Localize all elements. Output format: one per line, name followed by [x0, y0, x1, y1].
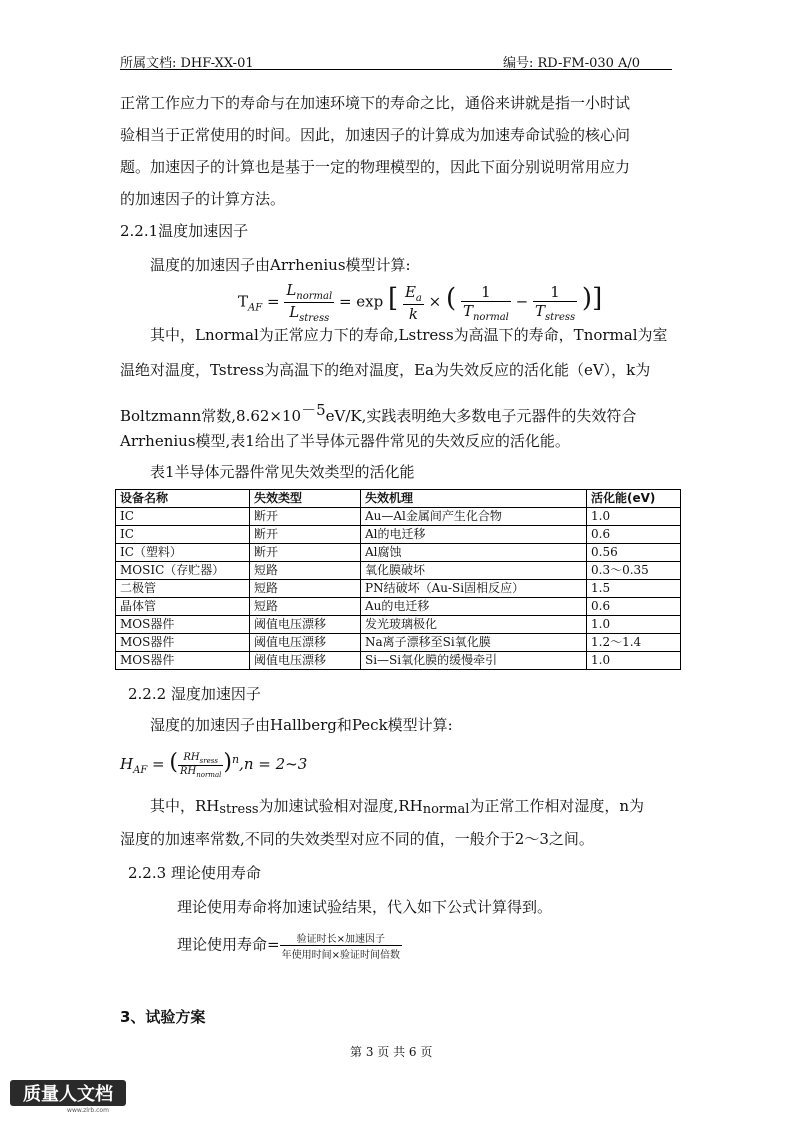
- table-row: [116, 580, 681, 598]
- para2-line3: Boltzmann常数$,8.62\times 10^{-5}eV/K$,实践表明绝大多数电子元器件的失效符合: [120, 401, 637, 425]
- para1-line4: 的加速因子的计算方法。: [120, 190, 286, 208]
- table-row: [116, 544, 681, 562]
- para3-line1: 其中，$RH_{stress}$为加速试验相对湿度$,RH_{normal}$为正常工作相对湿度，n为: [150, 797, 645, 817]
- table-cell: 阈值电压漂移: [250, 652, 361, 670]
- col-header-mechanism: 失效机理: [361, 490, 587, 508]
- table-cell: Si—Si氧化膜的缓慢牵引: [361, 652, 587, 670]
- table-cell: 发光玻璃极化: [361, 616, 587, 634]
- table-cell: 断开: [250, 544, 361, 562]
- table-cell: MOSIC（存贮器）: [116, 562, 250, 580]
- exponent: －5: [301, 401, 326, 419]
- table-cell: PN结破坏（Au-Si固相反应）: [361, 580, 587, 598]
- header-doc-label: 所属文档: DHF-XX-01: [120, 56, 254, 71]
- table-cell: 1.0: [587, 652, 681, 670]
- table-cell: 氧化膜破坏: [361, 562, 587, 580]
- table-row: [116, 562, 681, 580]
- col-header-activation-energy: 活化能(eV): [587, 490, 681, 508]
- table-cell: 0.56: [587, 544, 681, 562]
- table-cell: MOS器件: [116, 652, 250, 670]
- table-cell: 二极管: [116, 580, 250, 598]
- table-row: [116, 598, 681, 616]
- table-cell: 短路: [250, 580, 361, 598]
- table-cell: 短路: [250, 562, 361, 580]
- table-header-row: [116, 490, 681, 508]
- table-cell: Au—Al金属间产生化合物: [361, 508, 587, 526]
- table-row: [116, 526, 681, 544]
- arrhenius-formula: $T_{AF}$ = $\frac{L_{normal}}{L_{stress}}$ = exp [ $\frac{E_a}{k}$ × ( $\frac{1}{T_{normal}}$ − $\frac{1}{T_{stress}}$ )]: [238, 281, 603, 324]
- table-cell: IC（塑料）: [116, 544, 250, 562]
- table-cell: IC: [116, 526, 250, 544]
- table-cell: 1.0: [587, 616, 681, 634]
- table-cell: 断开: [250, 508, 361, 526]
- temperature-intro: 温度的加速因子由Arrhenius模型计算:: [150, 256, 411, 274]
- zlrb-logo: [8, 1074, 128, 1114]
- col-header-device: 设备名称: [116, 490, 250, 508]
- life-intro: 理论使用寿命将加速试验结果，代入如下公式计算得到。: [177, 898, 553, 916]
- section-2-2-1-heading: 2.2.1温度加速因子: [120, 222, 249, 240]
- table-cell: 晶体管: [116, 598, 250, 616]
- para1-line1: 正常工作应力下的寿命与在加速环境下的寿命之比，通俗来讲就是指一小时试: [120, 94, 631, 112]
- table-cell: 0.6: [587, 598, 681, 616]
- table-cell: 1.2～1.4: [587, 634, 681, 652]
- section-3-heading: 3、试验方案: [120, 1008, 206, 1026]
- table-cell: 阈值电压漂移: [250, 616, 361, 634]
- table-cell: MOS器件: [116, 616, 250, 634]
- activation-energy-table: [115, 489, 681, 670]
- header-rule: [120, 69, 672, 70]
- para1-line2: 验相当于正常使用的时间。因此，加速因子的计算成为加速寿命试验的核心问: [120, 126, 631, 144]
- table-cell: Au的电迁移: [361, 598, 587, 616]
- humidity-intro: 湿度的加速因子由Hallberg和Peck模型计算:: [150, 716, 453, 734]
- table-row: [116, 508, 681, 526]
- table-cell: 1.0: [587, 508, 681, 526]
- table-cell: MOS器件: [116, 634, 250, 652]
- table-cell: 1.5: [587, 580, 681, 598]
- theoretical-life-formula: 理论使用寿命= $\frac{\text{验证时长×加速因子}}{\text{年使用时间×验证时间倍数}}$: [177, 930, 402, 961]
- table-cell: Al腐蚀: [361, 544, 587, 562]
- table-row: [116, 634, 681, 652]
- logo-url: www.zlrb.com: [67, 1107, 109, 1114]
- peck-formula: $H_{AF}$ = ( $\frac{RH_{sress}}{RH_{normal}}$ )$^n$,n = 2~3: [120, 750, 308, 779]
- table-cell: 0.3～0.35: [587, 562, 681, 580]
- table-cell: Na离子漂移至Si氧化膜: [361, 634, 587, 652]
- table-cell: 阈值电压漂移: [250, 634, 361, 652]
- page-footer: 第 3 页 共 6 页: [350, 1045, 433, 1059]
- para2-line1: 其中，Lnormal为正常应力下的寿命,Lstress为高温下的寿命，Tnormal为室: [150, 326, 668, 344]
- para3-line2: 湿度的加速率常数,不同的失效类型对应不同的值，一般介于2～3之间。: [120, 830, 594, 848]
- table-cell: 短路: [250, 598, 361, 616]
- para2-line2: 温绝对温度，Tstress为高温下的绝对温度，Ea为失效反应的活化能（eV），k为: [120, 361, 651, 379]
- col-header-failure-type: 失效类型: [250, 490, 361, 508]
- table-cell: IC: [116, 508, 250, 526]
- section-2-2-2-heading: 2.2.2 湿度加速因子: [128, 685, 261, 703]
- logo-text: 质量人文档: [23, 1084, 113, 1105]
- table-cell: 0.6: [587, 526, 681, 544]
- table-cell: 断开: [250, 526, 361, 544]
- section-2-2-3-heading: 2.2.3 理论使用寿命: [128, 864, 261, 882]
- table-caption: 表1半导体元器件常见失效类型的活化能: [150, 463, 415, 481]
- table-row: [116, 616, 681, 634]
- formula1-one-second: 1: [533, 283, 577, 302]
- table-row: [116, 652, 681, 670]
- header-code-label: 编号: RD-FM-030 A/0: [503, 56, 641, 71]
- para1-line3: 题。加速因子的计算也是基于一定的物理模型的，因此下面分别说明常用应力: [120, 158, 631, 176]
- table-cell: Al的电迁移: [361, 526, 587, 544]
- para2-line4: Arrhenius模型,表1给出了半导体元器件常见的失效反应的活化能。: [120, 432, 570, 450]
